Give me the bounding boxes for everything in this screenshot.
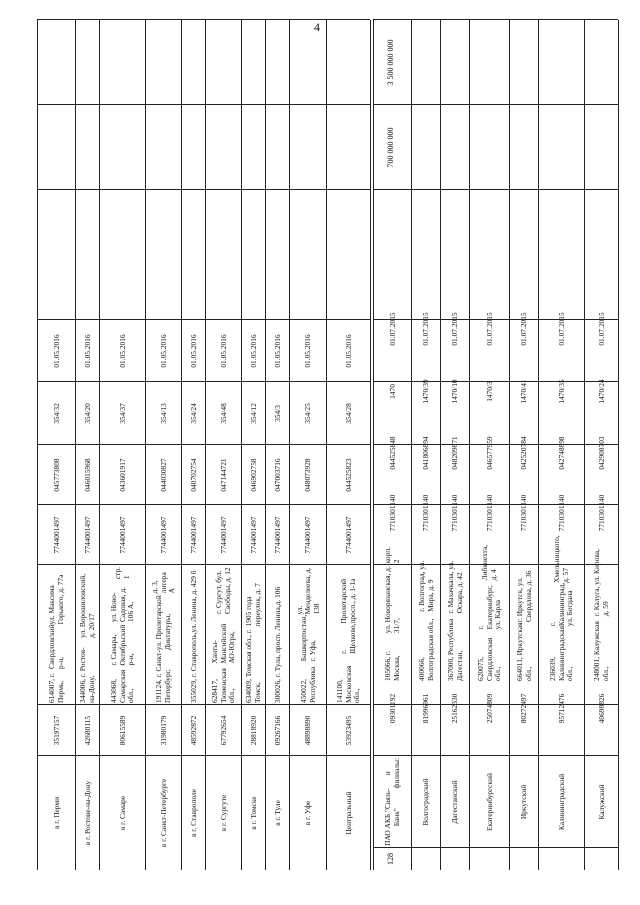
- cell-inn: 7744001497: [248, 516, 258, 554]
- cell-line: г. Иркутск, ул. Свердлова, д. 36: [514, 570, 533, 623]
- cell-addr: [100, 565, 146, 705]
- cell-line: корп. 2: [383, 546, 401, 564]
- cell-line: 620075, Свердловская обл.,: [476, 637, 503, 681]
- cell-inn: 7744001497: [343, 516, 353, 554]
- cell-num: 354/12: [248, 403, 258, 424]
- cell-date: 01.05.2016: [303, 334, 313, 368]
- cell-date: 01.07.2015: [450, 312, 460, 346]
- cell-bik: 042748898: [556, 436, 566, 470]
- cell-line: Ханты-Мансийский АО-Югра,: [210, 623, 237, 664]
- column-divider: [37, 19, 370, 20]
- cell-line: г. Калуга, ул. Кирова, д. 59: [592, 549, 610, 617]
- cell-num: 1470/10: [450, 379, 460, 404]
- cell-line: 1905 года переулок, д. 7: [244, 583, 262, 627]
- cell-bik: 044525848: [387, 436, 397, 470]
- table-edge: [618, 20, 619, 870]
- cell-line: Либкнехта, д. 4: [480, 545, 498, 581]
- cell-inn: 7710301140: [596, 494, 606, 532]
- cell-line: 248001, Калужская обл.,: [592, 621, 610, 681]
- cell-num: 354/32: [51, 403, 61, 424]
- column-divider: [373, 381, 618, 382]
- cell-num: 354/3: [272, 405, 282, 422]
- cell-line: г. Самара, Октябрьский р-н,: [109, 624, 136, 666]
- cell-num: 354/48: [218, 403, 228, 424]
- table-row: [181, 20, 206, 870]
- cell-date: 01.05.2016: [158, 334, 168, 368]
- cell-num: 1470/35: [556, 379, 566, 404]
- cell-num: 354/25: [303, 403, 313, 424]
- cell-code: 80615589: [117, 715, 127, 746]
- cell-line: д. 106: [272, 586, 282, 606]
- cell-line: 450022, Республика: [298, 666, 317, 703]
- table-row: [440, 20, 470, 870]
- cell-line: ул. Ворошиловский, д. 20/17: [78, 573, 96, 638]
- cell-date: 01.05.2016: [51, 334, 61, 368]
- cell-bik: 048073928: [303, 458, 313, 492]
- table-row: [538, 20, 585, 870]
- cell-line: ул. Пролетарской Диктатуры,: [154, 595, 172, 651]
- cell-name: в г. Томске: [248, 796, 258, 830]
- column-divider: [37, 564, 370, 565]
- table-row: [289, 20, 327, 870]
- table-row: [584, 20, 619, 870]
- cell-name: [539, 756, 585, 848]
- cell-inn: 7744001497: [272, 516, 282, 554]
- cell-name: в г. Туле: [272, 800, 282, 826]
- column-divider: [37, 444, 370, 445]
- cell-line: ул. Максима Горького, д. 77а: [47, 574, 65, 625]
- cell-name: в г. Ростове-на-Дону: [82, 780, 92, 846]
- cell-inn: 7710301140: [484, 494, 494, 532]
- cell-date: 01.05.2016: [343, 334, 353, 368]
- cell-line: ул. Новорязанская, д. 31/7,: [383, 566, 401, 634]
- cell-date: 01.05.2016: [82, 334, 92, 368]
- column-divider: [373, 704, 618, 705]
- cell-line: ул. Ленина, д. 429 б: [188, 570, 198, 633]
- cell-inn: 7744001497: [303, 516, 313, 554]
- cell-name: [412, 756, 441, 848]
- cell-name: в г. Самаре: [117, 795, 127, 831]
- cell-date: 01.07.2015: [387, 312, 397, 346]
- cell-line: г. Сургут, бул. Свободы, д. 12: [214, 567, 232, 614]
- cell-line: 634009, Томская обл., г. Томск,: [244, 629, 262, 703]
- cell-name: [585, 756, 619, 848]
- cell-line: Свердловский р-н,: [47, 624, 65, 669]
- cell-date: 01.07.2015: [484, 312, 494, 346]
- cell-line: г. Махачкала, ул. Оскара, д. 42: [445, 560, 464, 614]
- table-row: [99, 20, 146, 870]
- cell-line: 344006, г. Ростов-на-Дону,: [78, 647, 96, 703]
- cell-name: в г. Санкт-Петербурге: [158, 778, 168, 848]
- cell-code: 81996961: [421, 693, 431, 724]
- cell-line: 236039, Калининградская обл.,: [548, 626, 575, 681]
- table-row: [145, 20, 182, 870]
- amount-1: 700 000 000: [385, 127, 395, 168]
- column-divider: [373, 564, 618, 565]
- column-divider: [37, 319, 370, 320]
- table-block-1: [37, 20, 370, 870]
- cell-inn: 7744001497: [117, 516, 127, 554]
- column-divider: [37, 504, 370, 505]
- table-row: [411, 20, 441, 870]
- cell-date: 01.07.2015: [596, 312, 606, 346]
- cell-code: 48898890: [303, 715, 313, 746]
- column-divider: [373, 847, 618, 848]
- column-divider: [373, 755, 618, 756]
- cell-addr: [146, 565, 182, 705]
- cell-num: 354/37: [117, 403, 127, 424]
- cell-num: 354/24: [188, 403, 198, 424]
- cell-line: и филиалы:: [383, 757, 401, 789]
- cell-inn: 7744001497: [188, 516, 198, 554]
- cell-line: 300026, г. Тула, просп. Ленина,: [272, 605, 282, 703]
- cell-line: Башкортостан, г. Уфа,: [298, 614, 317, 662]
- cell-bik: 047144721: [218, 458, 228, 492]
- cell-line: Хмельницкого, д. 57: [552, 535, 570, 583]
- cell-inn: 7710301140: [556, 494, 566, 532]
- table-row: [469, 20, 510, 870]
- table-row: [509, 20, 539, 870]
- cell-name: [510, 756, 539, 848]
- cell-line: 664011, Иркутская обл.,: [514, 622, 533, 681]
- cell-num: 354/20: [82, 403, 92, 424]
- rotated-table-page: [25, 10, 625, 880]
- cell-code: 25162330: [450, 693, 460, 724]
- column-divider: [373, 104, 618, 105]
- cell-code: 28818920: [248, 715, 258, 746]
- cell-line: Дагестанский: [450, 780, 460, 824]
- cell-inn: 7710301140: [421, 494, 431, 532]
- cell-bik: 046902758: [248, 458, 258, 492]
- table-row: [37, 20, 76, 870]
- cell-code: 25074809: [484, 693, 494, 724]
- cell-inn: 7710301140: [519, 494, 529, 532]
- cell-inn: 7744001497: [82, 516, 92, 554]
- cell-line: стр. 1: [113, 566, 131, 580]
- cell-code: 40698826: [596, 693, 606, 724]
- table-row: [265, 20, 290, 870]
- cell-bik: 042908703: [596, 436, 606, 470]
- cell-name: [470, 756, 510, 848]
- cell-bik: 041806894: [421, 436, 431, 470]
- cell-code: 80272497: [519, 693, 529, 724]
- cell-line: 367000, Республика Дагестан,: [445, 618, 464, 681]
- cell-line: 141100, Московская обл.,: [335, 665, 362, 703]
- cell-addr: [242, 565, 266, 705]
- cell-code: 95712476: [556, 693, 566, 724]
- column-divider: [37, 755, 370, 756]
- cell-num: 354/28: [343, 403, 353, 424]
- cell-inn: 7744001497: [51, 516, 61, 554]
- column-divider: [37, 381, 370, 382]
- cell-line: ПАО АКБ "Связь-Банк": [383, 788, 401, 846]
- cell-addr: [76, 565, 100, 705]
- cell-date: 01.07.2015: [519, 312, 529, 346]
- cell-num: 1470/3: [484, 381, 494, 402]
- column-divider: [373, 319, 618, 320]
- table-edge: [37, 20, 38, 870]
- cell-line: г. Екатеринбург, ул. Карла: [476, 585, 503, 630]
- cell-addr: [290, 565, 327, 705]
- cell-bik: 047003716: [272, 458, 282, 492]
- cell-bik: 040702754: [188, 458, 198, 492]
- cell-name: [374, 756, 412, 848]
- table-row: [205, 20, 242, 870]
- cell-name: в г. Перми: [51, 796, 61, 830]
- column-divider: [37, 704, 370, 705]
- cell-code: 67792654: [218, 715, 228, 746]
- column-divider: [37, 104, 370, 105]
- table-block-2: [373, 20, 618, 870]
- cell-code: 53923495: [343, 715, 353, 746]
- cell-line: 105066, г. Москва,: [383, 651, 401, 681]
- row-number: 128: [385, 853, 395, 865]
- cell-date: 01.05.2016: [188, 334, 198, 368]
- cell-inn: 7744001497: [158, 516, 168, 554]
- cell-bik: 048209871: [450, 436, 460, 470]
- cell-code: 09301192: [387, 693, 397, 724]
- table-row: [241, 20, 266, 870]
- cell-line: ул. Ново-Садовая, д. 106 А,: [109, 586, 136, 623]
- cell-bik: 046015968: [82, 458, 92, 492]
- cell-line: д. 3, литера А: [150, 572, 177, 594]
- cell-bik: 045773808: [51, 458, 61, 492]
- cell-name: в г. Ставрополе: [188, 788, 198, 838]
- cell-line: Калининградский: [556, 773, 566, 831]
- cell-addr: [266, 565, 290, 705]
- cell-line: ул. Менделеева, д. 138: [294, 567, 321, 615]
- cell-num: 1470/39: [421, 379, 431, 404]
- cell-line: 443068, Самарская обл.,: [109, 669, 136, 703]
- cell-line: г. Волгоград, ул. Мира, д. 9: [416, 560, 435, 612]
- cell-date: 01.07.2015: [421, 312, 431, 346]
- cell-line: Пролетарский просп., д. 1-1а: [339, 578, 357, 624]
- cell-code: 35197157: [51, 715, 61, 746]
- cell-num: 1470/24: [596, 379, 606, 404]
- table-row: [326, 20, 371, 870]
- cell-line: 628417, Тюменская обл.,: [210, 668, 237, 703]
- amount-2: 3 500 000 000: [385, 39, 395, 86]
- cell-num: 1470: [387, 384, 397, 399]
- page-number: 4: [314, 20, 320, 34]
- cell-addr: [327, 565, 371, 705]
- cell-date: 01.07.2015: [556, 312, 566, 346]
- table-edge: [370, 20, 371, 870]
- table-row: [75, 20, 100, 870]
- cell-addr: [38, 565, 76, 705]
- cell-line: 355029, г. Ставрополь,: [188, 632, 198, 703]
- cell-name: [441, 756, 470, 848]
- cell-code: 48592872: [188, 715, 198, 746]
- cell-line: 191124, г. Санкт-Петербург,: [154, 650, 172, 703]
- column-divider: [373, 189, 618, 190]
- cell-line: г. Щелково,: [339, 623, 357, 654]
- cell-date: 01.05.2016: [248, 334, 258, 368]
- cell-addr: [206, 565, 242, 705]
- cell-code: 31980179: [158, 715, 168, 746]
- cell-bik: 046577959: [484, 436, 494, 470]
- column-divider: [373, 444, 618, 445]
- column-divider: [373, 504, 618, 505]
- cell-line: 400066, Волгоградская обл.,: [416, 618, 435, 681]
- cell-name: в г. Уфе: [303, 800, 313, 826]
- cell-bik: 043601917: [117, 458, 127, 492]
- cell-date: 01.05.2016: [117, 334, 127, 368]
- cell-code: 09267166: [272, 715, 282, 746]
- cell-code: 42680115: [82, 715, 92, 746]
- cell-line: Екатеринбургский: [484, 773, 494, 831]
- cell-name: в г. Сургуте: [218, 794, 228, 832]
- cell-line: Волгоградский: [421, 778, 431, 826]
- cell-name: Центральный: [343, 791, 353, 835]
- cell-addr: [182, 565, 206, 705]
- cell-num: 1470/41: [519, 379, 529, 404]
- column-divider: [37, 189, 370, 190]
- cell-inn: 7710301140: [450, 494, 460, 532]
- cell-line: Иркутский: [519, 784, 529, 820]
- cell-bik: 044525823: [343, 458, 353, 492]
- cell-num: 354/13: [158, 403, 168, 424]
- cell-bik: 042520784: [519, 436, 529, 470]
- cell-line: 614007, г. Пермь,: [47, 673, 65, 703]
- cell-inn: 7744001497: [218, 516, 228, 554]
- cell-line: Калужский: [596, 784, 606, 820]
- cell-bik: 044030827: [158, 458, 168, 492]
- cell-date: 01.05.2016: [218, 334, 228, 368]
- cell-date: 01.05.2016: [272, 334, 282, 368]
- cell-line: г. Калининград, ул. Богдана: [548, 582, 575, 627]
- column-divider: [373, 19, 618, 20]
- cell-inn: 7710301140: [387, 494, 397, 532]
